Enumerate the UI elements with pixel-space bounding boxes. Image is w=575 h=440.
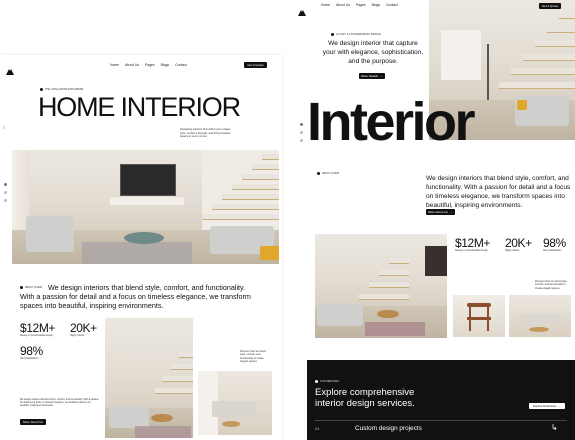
slider-dot-3[interactable] [300,139,303,142]
nav-item-about[interactable]: About Us [125,63,139,67]
about-eyebrow-text: ABOUT AGIMS [25,286,43,289]
more-about-us-button[interactable] [20,419,46,425]
bench-image [198,371,272,435]
service-number: 01. [315,426,321,431]
hero-eyebrow-text: THE LIVING ROOM EXPLORERS [45,88,84,91]
hero-title: HOME INTERIOR [38,92,240,122]
stat-label: Saving on Constructable Design [20,335,53,337]
stat-3 [20,344,43,362]
side-note: Discover how we blend style, comfort, and functionality to create elegant spaces. [240,350,266,364]
menu-icon[interactable]: ≡ [3,125,6,130]
right-mockup [297,0,575,440]
get-quote-button[interactable]: Get A Quote [244,62,267,68]
chair-image [453,295,505,337]
hero-living-room-image [12,150,279,264]
divider [315,420,567,421]
explore-all-services-label: Explore All Services [533,404,557,408]
stat-value: 98% [20,344,43,358]
arrow-right-icon: → [558,404,561,408]
services-eyebrow-text: OUR SERVICES [320,380,339,383]
slider-dot-1[interactable] [4,183,7,186]
bullet-icon [331,33,334,36]
stat-label: Client Satisfaction [543,250,562,252]
service-item-custom-design[interactable]: Custom design projects [355,425,422,432]
stat-value: $12M+ [20,321,56,335]
nav-item-home[interactable]: Home [321,3,331,7]
nav-item-blogs[interactable]: Blogs [371,3,381,7]
bullet-icon [317,172,320,175]
slider-dot-2[interactable] [300,131,303,134]
services-eyebrow [315,380,339,383]
logo-icon[interactable] [298,3,306,9]
stat-1 [20,321,55,339]
side-note: Discover how we blend style, comfort, and functionality to create elegant spaces. [535,280,568,290]
stat-value: 98% [543,236,566,250]
nav-item-about[interactable]: About Us [336,3,350,7]
nav-item-contact[interactable]: Contact [386,3,398,7]
hero-description: Designing interiors that reflect your unique style, enhance lifestyle, and bring timeless beauty to every corner. [180,128,231,139]
stat-1 [455,236,490,254]
slider-dot-2[interactable] [4,191,7,194]
hero-text: We design interior that capture your with elegance, sophistication, and the purpose. [322,40,424,65]
nav-item-pages[interactable]: Pages [145,63,155,67]
stat-label: Happy Clients [70,335,85,337]
living-room-image [315,234,447,338]
stat-label: Happy Clients [505,250,520,252]
stair-room-image [105,318,193,438]
about-text: We design interiors that blend style, comfort, and functionality. With a passion for detail and a focus on timeless elegance, we transform spaces into beautiful, inspiring environments. [20,283,251,310]
stat-value: 20K+ [505,236,532,250]
stat-3 [543,236,566,254]
big-interior-word: Interior [307,92,474,152]
about-text: We design interiors that blend style, comfort, and functionality. With a passion for detail and a focus on timeless elegance, we transform spaces into beautiful, inspiring environments. [426,175,571,209]
stat-2 [505,236,532,254]
services-title: Explore comprehensive interior design services. [315,387,415,409]
explore-all-services-button[interactable] [529,403,565,409]
more-details-button[interactable] [359,73,385,79]
nav-item-pages[interactable]: Pages [356,3,366,7]
arrow-right-icon: → [449,210,453,214]
stat-label: Client Satisfaction [20,358,39,360]
services-panel [307,360,575,440]
logo-icon[interactable] [6,62,14,68]
nav-item-contact[interactable]: Contact [175,63,187,67]
more-about-us-button[interactable] [426,209,455,215]
service-arrow-icon[interactable]: ↳ [551,423,558,432]
right-nav [321,3,398,7]
more-details-label: More Details [361,74,378,78]
stat-label: Saving on Constructable Design [455,250,488,252]
bench-image [509,295,571,337]
nav-item-home[interactable]: Home [110,63,120,67]
left-nav [110,63,187,67]
more-about-us-label: More About Us [23,420,43,424]
get-quote-button[interactable]: Get A Quote [539,3,561,9]
left-mockup [0,55,282,440]
hero-eyebrow-text: LUXURY & CONTEMPORARY DESIGN [336,33,381,36]
stat-2 [70,321,97,339]
nav-item-blogs[interactable]: Blogs [160,63,170,67]
arrow-right-icon: → [379,74,383,78]
bottom-text: We design interiors that blend style, comfort, and functionality. With a passion for detail and a focus on timeless elegance, we transform spaces into beautiful, inspiring environments. [20,399,99,408]
hero-eyebrow [331,33,381,37]
more-about-us-label: More About Us [428,210,448,214]
slider-dot-3[interactable] [4,199,7,202]
stat-value: $12M+ [455,236,491,250]
bullet-icon [315,380,318,383]
slider-dot-1[interactable] [300,123,303,126]
about-eyebrow [317,172,339,176]
stat-value: 20K+ [70,321,97,335]
about-eyebrow-text: ABOUT AGIMS [322,172,340,175]
